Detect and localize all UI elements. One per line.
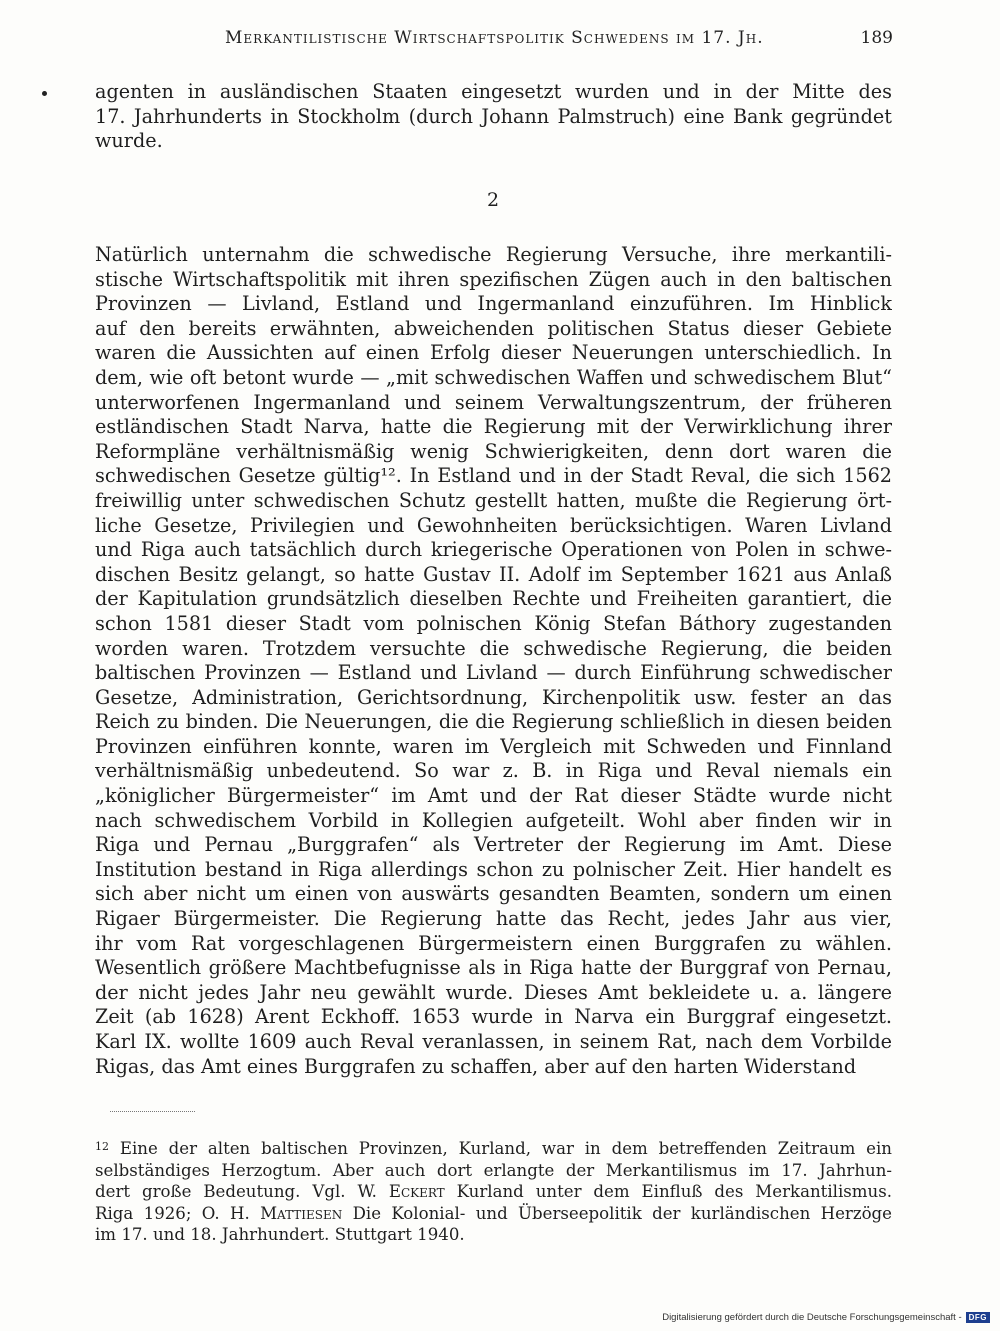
footnote-line: $^{12}$ Eine der alten baltischen Provinzen, Kurland, war in dem betreffenden Zeitraum ein (95, 1139, 892, 1158)
footnote-line: selbständiges Herzogtum. Aber auch dort erlangte der Merkantilismus im 17. Jahrhun- (95, 1160, 892, 1180)
text-line: Provinzen — Livland, Estland und Ingermanland einzuführen. Im Hinblick (95, 292, 892, 316)
text-line: Zeit (ab 1628) Arent Eckhoff. 1653 wurde in Narva ein Burggraf eingesetzt. (95, 1005, 892, 1029)
text-line: Gesetze, Administration, Gerichtsordnung, Kirchenpolitik usw. fester an das (95, 685, 892, 709)
text-line: worden waren. Trotzdem versuchte die schwedische Regierung, die beiden (95, 636, 892, 660)
margin-dot (42, 91, 47, 96)
text-line: und Riga auch tatsächlich durch kriegerische Operationen von Polen in schwe- (95, 538, 892, 562)
text-line: Rigaer Bürgermeister. Die Regierung hatte das Recht, jedes Jahr aus vier, (95, 907, 892, 931)
text-line: schwedischen Gesetze gültig¹². In Estland und in der Stadt Reval, die sich 1562 (95, 464, 892, 488)
footnote-line: Riga 1926; O. H. Mattiesen Die Kolonial- und Überseepolitik der kurländischen Herzöge (95, 1203, 892, 1223)
footnote-rule (110, 1111, 195, 1112)
page-number: 189 (860, 28, 893, 48)
text-line: liche Gesetze, Privilegien und Gewohnheiten berücksichtigen. Waren Livland (95, 513, 892, 537)
text-line: verhältnismäßig unbedeutend. So war z. B. in Riga und Reval niemals ein (95, 759, 892, 783)
text-line: freiwillig unter schwedischen Schutz gestellt hatten, mußte die Regierung ört- (95, 488, 892, 512)
text-line: stische Wirtschaftspolitik mit ihren spezifischen Zügen auch in den baltischen (95, 267, 892, 291)
section-number: 2 (486, 189, 500, 211)
text-line: Karl IX. wollte 1609 auch Reval veranlassen, in seinem Rat, nach dem Vorbilde (95, 1030, 892, 1053)
text-line: schon 1581 dieser Stadt vom polnischen König Stefan Báthory zugestanden (95, 611, 892, 635)
text-line: nach schwedischem Vorbild in Kollegien aufgeteilt. Wohl aber finden wir in (95, 808, 892, 832)
text-line: wurde. (95, 129, 163, 153)
author-name: Eckert (388, 1182, 445, 1202)
text-line: Wesentlich größere Machtbefugnisse als in Riga hatte der Burggraf von Pernau, (95, 956, 892, 980)
text-line: dem, wie oft betont wurde — „mit schwedischen Waffen und schwedischem Blut“ (95, 365, 892, 389)
author-name: Mattiesen (260, 1203, 343, 1223)
text-line: estländischen Stadt Narva, hatte die Regierung mit der Verwirklichung ihrer (95, 415, 892, 439)
text-line: auf den bereits erwähnten, abweichenden politischen Status dieser Gebiete (95, 316, 892, 340)
text-line: unterworfenen Ingermanland und seinem Verwaltungszentrum, der früheren (95, 390, 892, 414)
footnote-marker: 12 (95, 1140, 109, 1153)
text-line: Natürlich unternahm die schwedische Regierung Versuche, ihre merkantili- (95, 243, 892, 266)
text-line: „königlicher Bürgermeister“ im Amt und der Rat dieser Städte wurde nicht (95, 784, 892, 808)
text-line: der Kapitulation grundsätzlich dieselben Rechte und Freiheiten garantiert, die (95, 587, 892, 611)
text-line: Institution bestand in Riga allerdings schon zu polnischer Zeit. Hier handelt es (95, 857, 892, 881)
intro-paragraph (95, 80, 892, 154)
text-line: dischen Besitz gelangt, so hatte Gustav II. Adolf im September 1621 aus Anlaß (95, 562, 892, 586)
text-line: agenten in ausländischen Staaten eingesetzt wurden und in der Mitte des (95, 80, 892, 103)
text-line: baltischen Provinzen — Estland und Livland — durch Einführung schwedischer (95, 661, 892, 685)
text-line: Provinzen einführen konnte, waren im Vergleich mit Schweden und Finnland (95, 734, 892, 758)
footnote (95, 1138, 892, 1246)
running-head (95, 28, 893, 48)
section-heading (0, 189, 1000, 211)
text-line: ihr vom Rat vorgeschlagenen Bürgermeistern einen Burggrafen zu wählen. (95, 931, 892, 955)
text-line: Riga und Pernau „Burggrafen“ als Vertreter der Regierung im Amt. Diese (95, 833, 892, 857)
text-line: Reich zu binden. Die Neuerungen, die die Regierung schließlich in diesen beiden (95, 710, 892, 734)
credit-text: Digitalisierung gefördert durch die Deutsche Forschungsgemeinschaft - (662, 1312, 962, 1323)
digitization-credit (662, 1312, 990, 1323)
text-line: waren die Aussichten auf einen Erfolg dieser Neuerungen unterschiedlich. In (95, 341, 892, 365)
text-line: sich aber nicht um einen von auswärts gesandten Beamten, sondern um einen (95, 882, 892, 906)
text-line: der nicht jedes Jahr neu gewählt wurde. Dieses Amt bekleidete u. a. längere (95, 980, 892, 1004)
footnote-line: im 17. und 18. Jahrhundert. Stuttgart 1940. (95, 1225, 465, 1245)
text-line: 17. Jahrhunderts in Stockholm (durch Johann Palmstruch) eine Bank gegründet (95, 104, 892, 128)
text-line: Rigas, das Amt eines Burggrafen zu schaffen, aber auf den harten Widerstand (95, 1054, 857, 1078)
footnote-line: dert große Bedeutung. Vgl. W. Eckert Kurland unter dem Einfluß des Merkantilismus. (95, 1182, 892, 1202)
text-line: Reformpläne verhältnismäßig wenig Schwierigkeiten, denn dort waren die (95, 439, 892, 463)
main-paragraph (95, 243, 892, 1079)
dfg-logo: DFG (966, 1312, 990, 1323)
running-title: Merkantilistische Wirtschaftspolitik Schwedens im 17. Jh. (225, 28, 764, 48)
